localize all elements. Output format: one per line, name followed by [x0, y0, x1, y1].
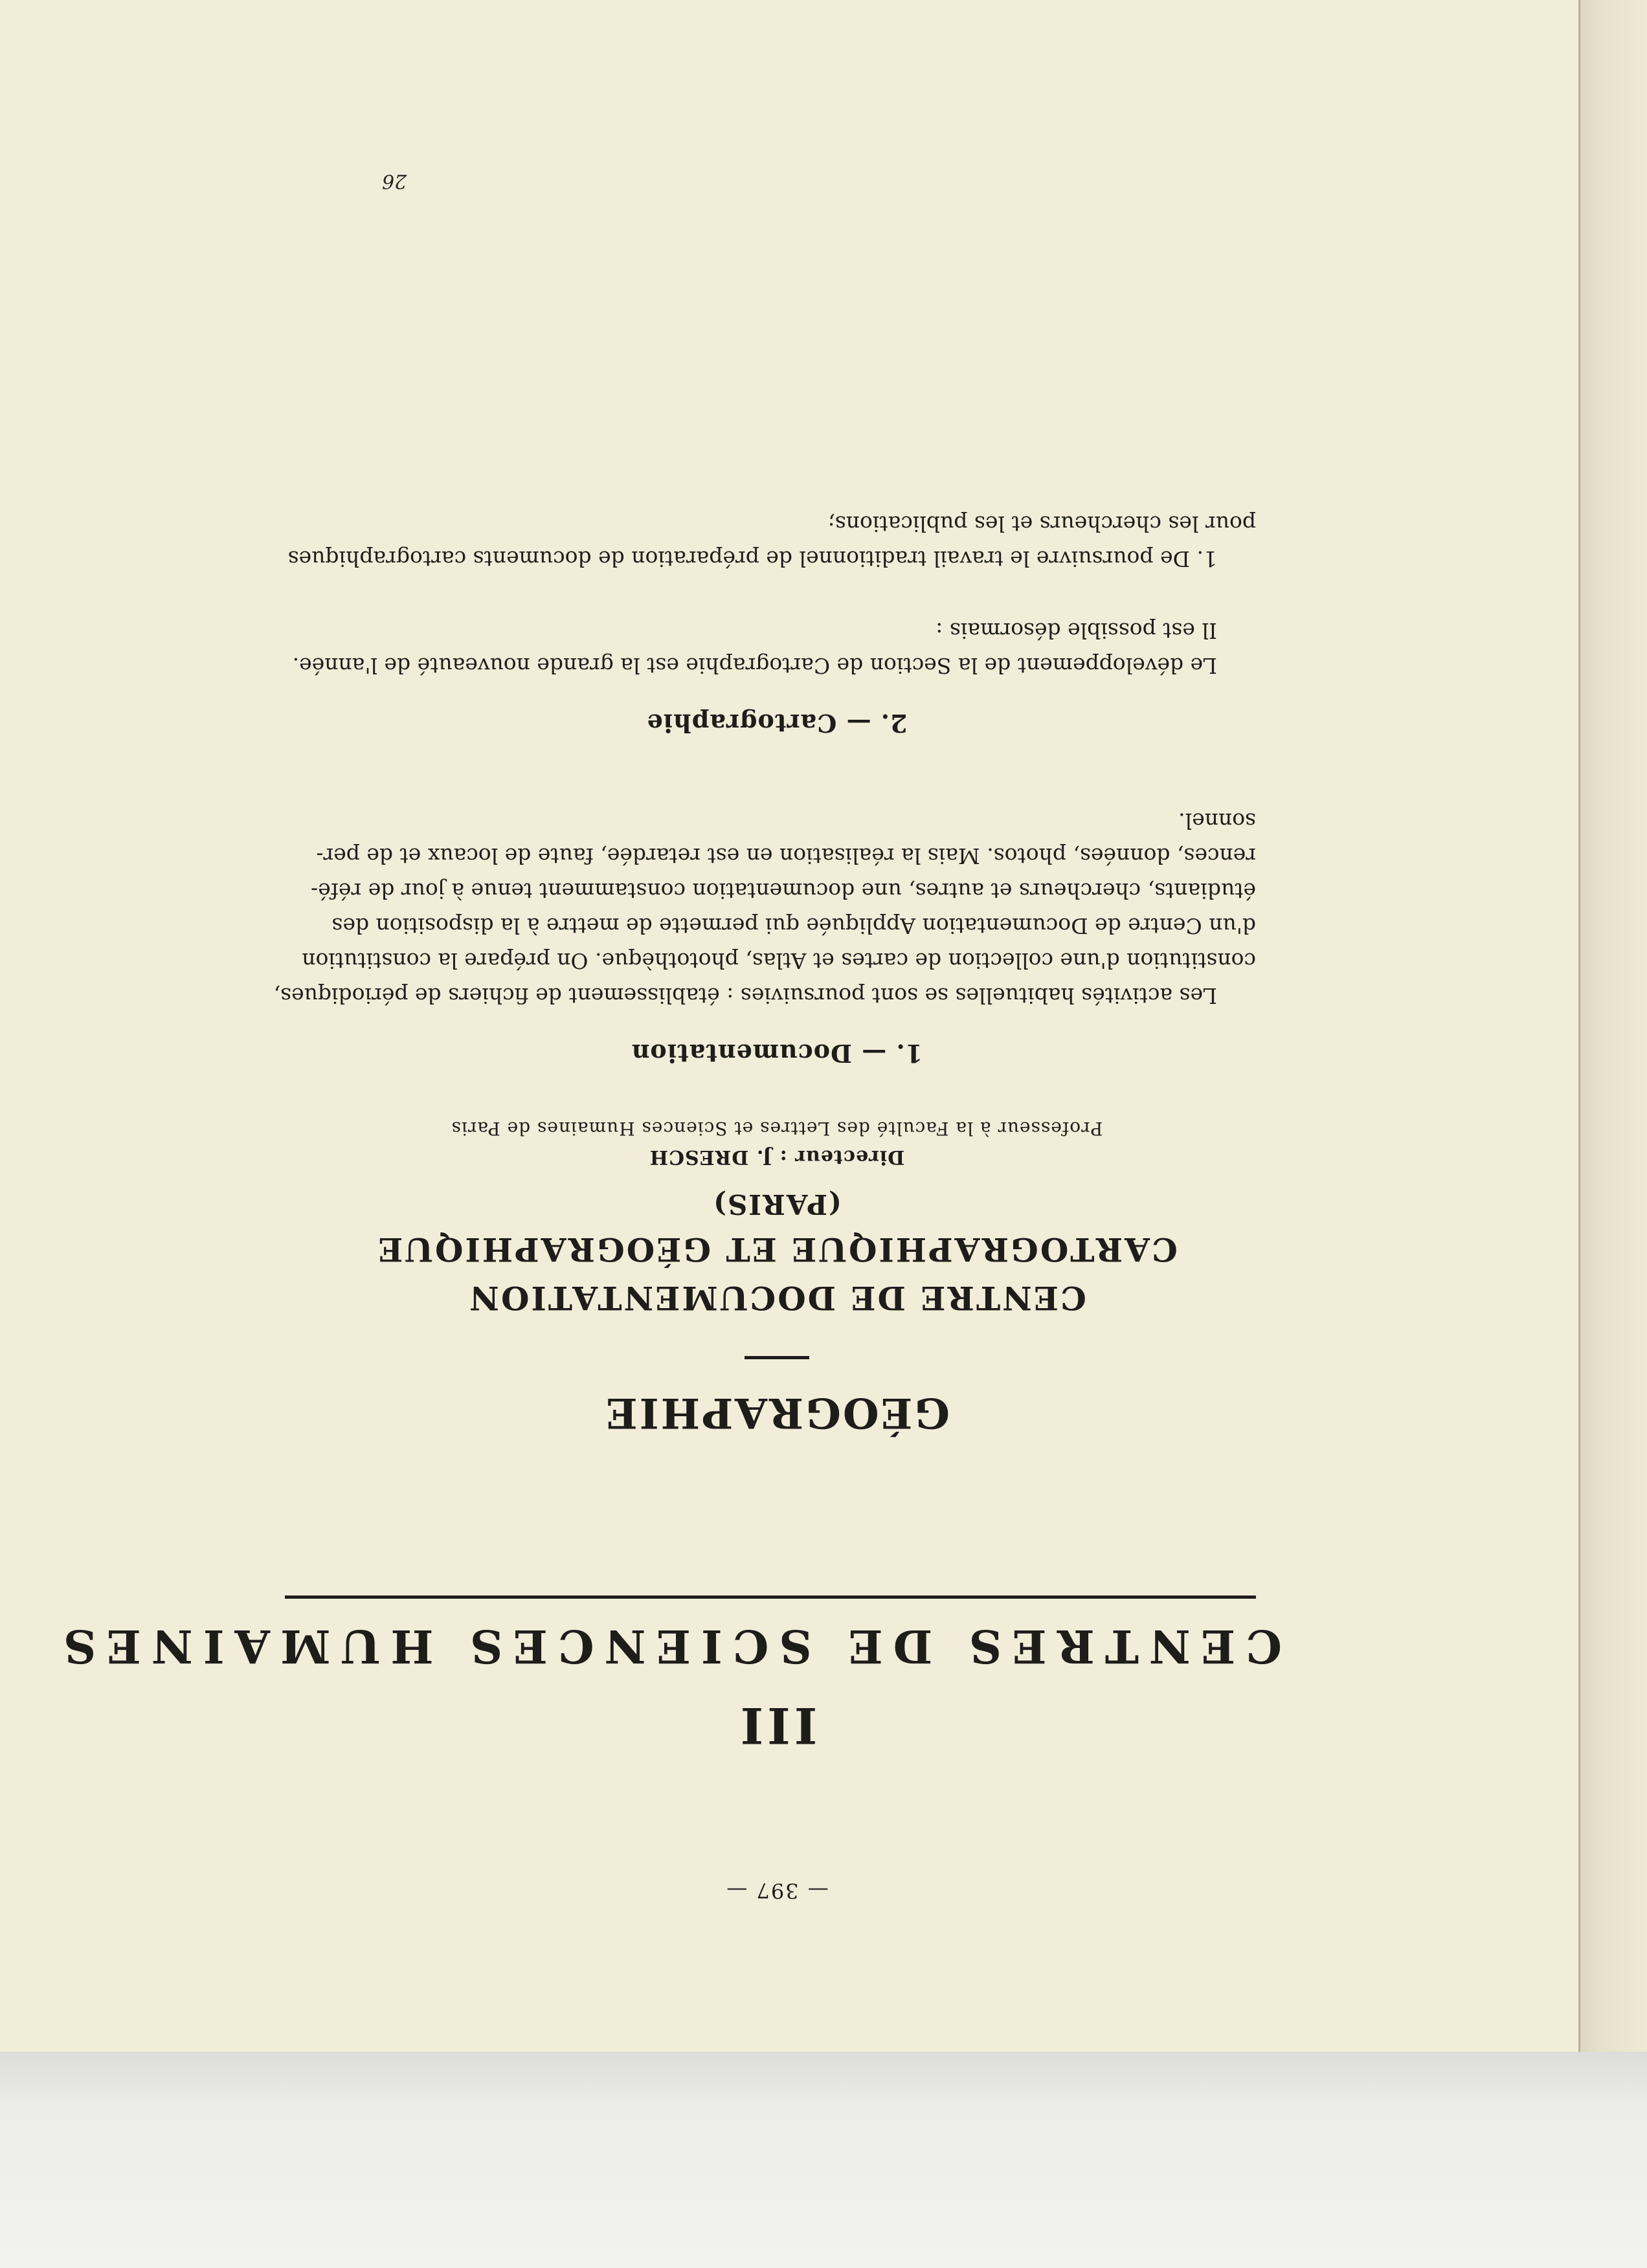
paragraph-line: d'un Centre de Documentation Appliquée qui permette de mettre à la disposition des: [331, 913, 1256, 939]
printer-mark: 26: [382, 170, 407, 192]
paragraph-line: rences, données, photos. Mais la réalisation en est retardée, faute de locaux et de per-: [316, 843, 1256, 869]
paragraph-line: Le développement de la Section de Cartographie est la grande nouveauté de l'année.: [292, 653, 1217, 678]
paragraph-line: 1. De poursuivre le travail traditionnel de préparation de documents cartographiques: [287, 546, 1217, 572]
section-rule: [745, 1356, 809, 1359]
paragraph-documentation: [272, 803, 1256, 1013]
subsection-title-cartographie: 2. — Cartographie: [646, 709, 908, 738]
section-title: GÉOGRAPHIE: [604, 1388, 950, 1437]
paragraph-line: pour les chercheurs et les publications;: [827, 511, 1256, 537]
centre-city: (PARIS): [712, 1188, 842, 1220]
part-rule: [285, 1595, 1256, 1599]
part-number: III: [736, 1696, 818, 1754]
paragraph-line: constitution d'une collection de cartes et Atlas, photothèque. On prépare la constitution: [302, 948, 1256, 973]
scanner-background: [0, 2052, 1647, 2268]
director-title: Professeur à la Faculté des Lettres et Sciences Humaines de Paris: [451, 1118, 1103, 1139]
director: Directeur : J. DRESCH: [649, 1146, 905, 1168]
paragraph-line: sonnel.: [1178, 808, 1256, 834]
paragraph-line: Les activités habituelles se sont poursuivies : établissement de fichiers de périodiques,: [273, 983, 1217, 1008]
centre-name-line2: CARTOGRAPHIQUE ET GÉOGRAPHIQUE: [376, 1230, 1178, 1269]
paragraph-line: Il est possible désormais :: [936, 618, 1217, 643]
centre-name-line1: CENTRE DE DOCUMENTATION: [467, 1279, 1086, 1317]
paper-edge: [1580, 0, 1647, 2052]
part-title: CENTRES DE SCIENCES HUMAINES: [53, 1619, 1282, 1673]
list-item-1: [272, 506, 1256, 576]
subsection-title-documentation: 1. — Documentation: [631, 1039, 923, 1068]
paragraph-cartographie: [272, 613, 1256, 683]
paragraph-line: étudiants, chercheurs et autres, une documentation constamment tenue à jour de réfé-: [311, 878, 1256, 904]
folio: — 397 —: [725, 1878, 829, 1903]
